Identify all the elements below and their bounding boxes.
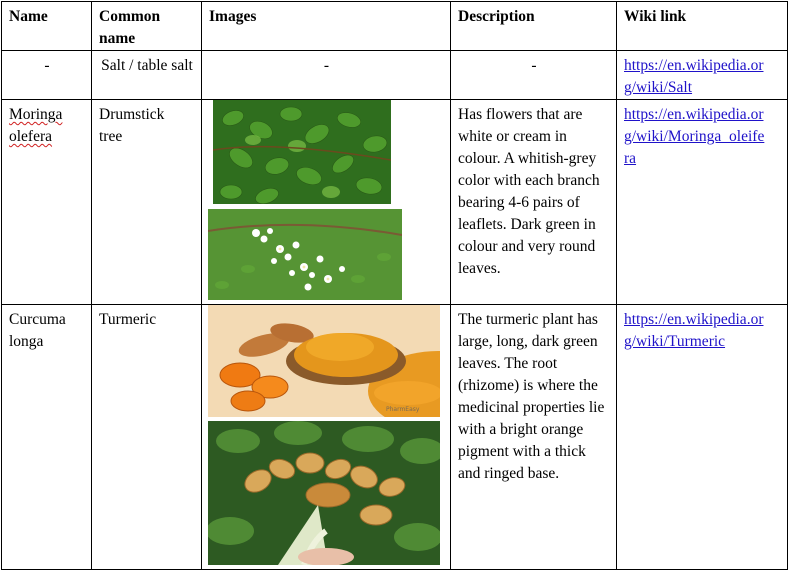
header-wiki-link: Wiki link [617, 2, 788, 51]
salt-link-line-2: g/wiki/Salt [624, 79, 693, 96]
turmeric-link-line-2: g/wiki/Turmeric [624, 333, 726, 350]
header-common-name: Common name [92, 2, 202, 51]
curcuma-name [2, 305, 92, 570]
moringa-common-line-1: Drumstick [99, 106, 165, 123]
moringa-name-line-1: Moringa [9, 106, 63, 123]
moringa-link-line-2: g/wiki/Moringa_oleife [624, 128, 765, 145]
salt-link-line-1: https://en.wikipedia.or [624, 57, 764, 74]
turmeric-images [202, 305, 451, 570]
moringa-leaves-image [213, 100, 391, 204]
moringa-link-line-3: ra [624, 150, 637, 167]
turmeric-powder-image [208, 305, 440, 417]
header-description: Description [451, 2, 617, 51]
salt-wiki-cell [617, 51, 788, 100]
moringa-wiki-cell [617, 100, 788, 305]
table-row-moringa [2, 100, 788, 305]
moringa-flowers-image [208, 209, 402, 300]
header-name: Name [2, 2, 92, 51]
plant-table [1, 1, 788, 570]
turmeric-description: The turmeric plant has large, long, dark green leaves. The root (rhizome) is where the medicinal properties lie with a bright orange pigment with a thick and ringed base. [451, 305, 617, 570]
moringa-name-line-2: olefera [9, 128, 53, 145]
moringa-description: Has flowers that are white or cream in colour. A whitish-grey color with each branch bearing 4-6 pairs of leaflets. Dark green in colour and very round leaves. [451, 100, 617, 305]
header-row [2, 2, 788, 51]
turmeric-rhizome-image [208, 421, 440, 565]
turmeric-link-line-1: https://en.wikipedia.or [624, 311, 764, 328]
curcuma-name-line-2: longa [9, 333, 44, 350]
turmeric-wiki-link[interactable] [624, 311, 763, 350]
table-row-turmeric [2, 305, 788, 570]
moringa-wiki-link[interactable] [624, 106, 764, 167]
salt-common-name: Salt / table salt [92, 51, 202, 100]
curcuma-name-line-1: Curcuma [9, 311, 66, 328]
table-row-salt [2, 51, 788, 100]
moringa-link-line-1: https://en.wikipedia.or [624, 106, 764, 123]
moringa-common-name [92, 100, 202, 305]
salt-images: - [202, 51, 451, 100]
salt-description: - [451, 51, 617, 100]
moringa-images [202, 100, 451, 305]
salt-wiki-link[interactable] [624, 57, 763, 96]
turmeric-common-name: Turmeric [92, 305, 202, 570]
salt-name: - [2, 51, 92, 100]
pharmeasy-watermark: PharmEasy [386, 406, 420, 413]
header-images: Images [202, 2, 451, 51]
moringa-name [2, 100, 92, 305]
turmeric-wiki-cell [617, 305, 788, 570]
moringa-common-line-2: tree [99, 128, 123, 145]
